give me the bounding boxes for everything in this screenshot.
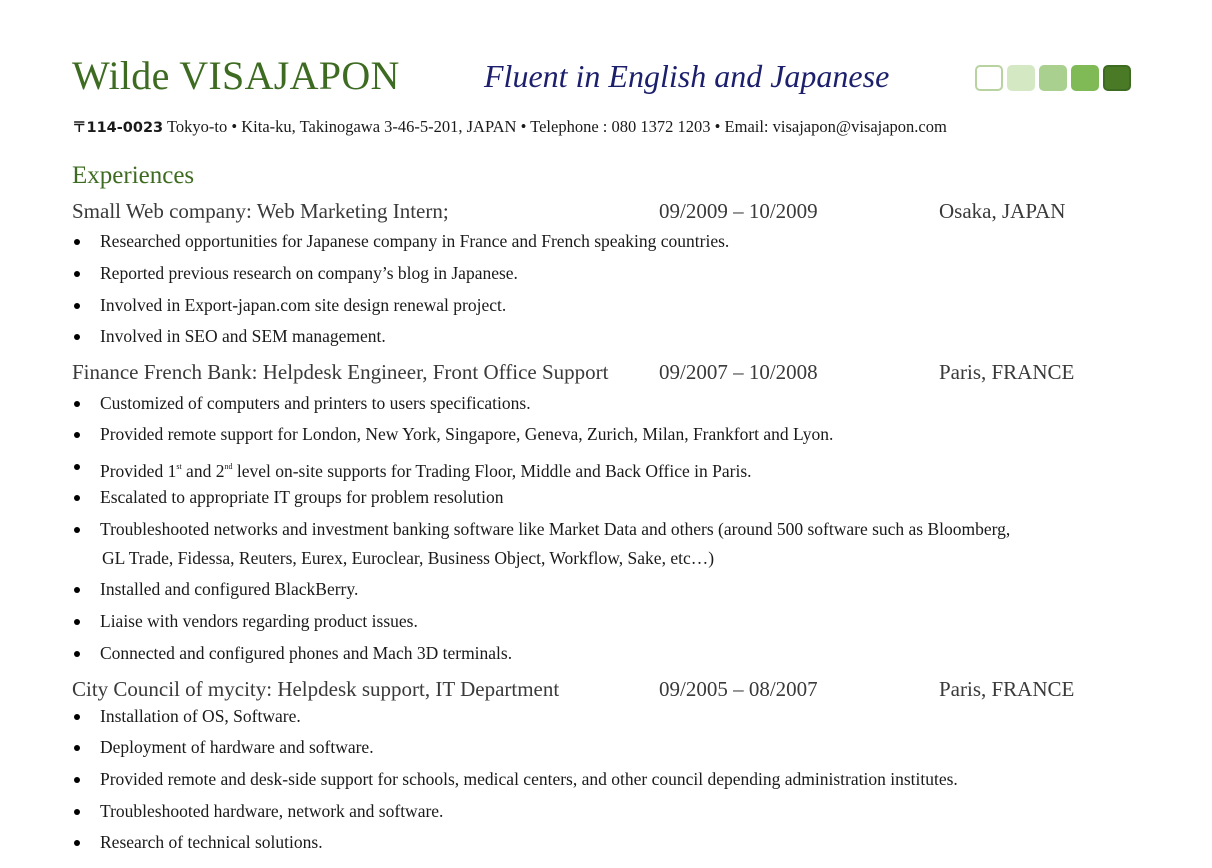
bullet-text: Deployment of hardware and software. [100,737,374,757]
bullet-text: Liaise with vendors regarding product issues. [100,611,418,631]
contact-address: Tokyo-to • Kita-ku, Takinogawa 3-46-5-201, JAPAN • Telephone : 080 1372 1203 • Email: visajapon@visajapon.com [166,117,947,136]
bullet-text: Troubleshooted networks and investment banking software like Market Data and others (around 500 software such as Bloomberg, [100,519,1011,539]
bullet-icon [74,619,80,625]
job-title: City Council of mycity: Helpdesk support, IT Department [72,677,560,701]
bullet-text-part: and 2 [181,461,225,481]
job-location: Paris, FRANCE [939,360,1075,384]
bullet-text-part: level on-site supports for Trading Floor, Middle and Back Office in Paris. [232,461,752,481]
ordinal-suffix: nd [224,462,233,471]
bullet-text: Troubleshooted hardware, network and software. [100,801,444,821]
job-title: Small Web company: Web Marketing Intern; [72,199,449,223]
bullet-icon [74,303,80,309]
ordinal-suffix: st [176,462,182,471]
bullet-icon [74,495,80,501]
job-location: Paris, FRANCE [939,677,1075,701]
bullet-text: Researched opportunities for Japanese company in France and French speaking countries. [100,231,730,251]
job-header [72,360,1172,386]
bullet-text: Provided remote and desk-side support for schools, medical centers, and other council depending administration institutes. [100,769,958,789]
bullet-icon [74,527,80,533]
bullet-text: Research of technical solutions. [100,832,323,852]
bullet-icon [74,401,80,407]
square-1 [975,65,1003,91]
bullet-text: Connected and configured phones and Mach 3D terminals. [100,643,513,663]
job-title: Finance French Bank: Helpdesk Engineer, Front Office Support [72,360,609,384]
job-dates: 09/2007 – 10/2008 [659,360,818,384]
job-dates: 09/2009 – 10/2009 [659,199,818,223]
bullet-icon [74,714,80,720]
job-location: Osaka, JAPAN [939,199,1066,223]
job-dates: 09/2005 – 08/2007 [659,677,818,701]
square-3 [1039,65,1067,91]
job-header [72,677,1172,703]
bullet-icon [74,271,80,277]
job-header [72,199,1172,225]
bullet-icon [74,651,80,657]
bullet-text: Escalated to appropriate IT groups for problem resolution [100,487,504,507]
bullet-text: Installation of OS, Software. [100,706,301,726]
square-4 [1071,65,1099,91]
bullet-text: Installed and configured BlackBerry. [100,579,359,599]
bullet-text: Reported previous research on company’s blog in Japanese. [100,263,518,283]
square-2 [1007,65,1035,91]
bullet-text-part: Provided 1 [100,461,177,481]
bullet-icon [74,745,80,751]
postal-code: 〒114-0023 [72,120,164,136]
square-5 [1103,65,1131,91]
tagline: Fluent in English and Japanese [484,58,890,94]
bullet-text: Provided remote support for London, New York, Singapore, Geneva, Zurich, Milan, Frankfort and Lyon. [100,424,834,444]
bullet-icon [74,239,80,245]
section-title-experiences: Experiences [72,162,195,189]
bullet-text-continued: GL Trade, Fidessa, Reuters, Eurex, Euroclear, Business Object, Workflow, Sake, etc…) [102,548,715,568]
bullet-icon [74,464,80,470]
bullet-text: Customized of computers and printers to users specifications. [100,393,531,413]
bullet-icon [74,777,80,783]
bullet-text: Involved in SEO and SEM management. [100,326,386,346]
bullet-icon [74,809,80,815]
bullet-text [100,452,752,486]
bullet-icon [74,432,80,438]
bullet-text: Involved in Export-japan.com site design renewal project. [100,295,507,315]
bullet-icon [74,840,80,846]
bullet-icon [74,334,80,340]
bullet-icon [74,587,80,593]
decorative-squares [975,65,1131,91]
contact-line [72,116,947,137]
candidate-name: Wilde VISAJAPON [72,53,400,98]
